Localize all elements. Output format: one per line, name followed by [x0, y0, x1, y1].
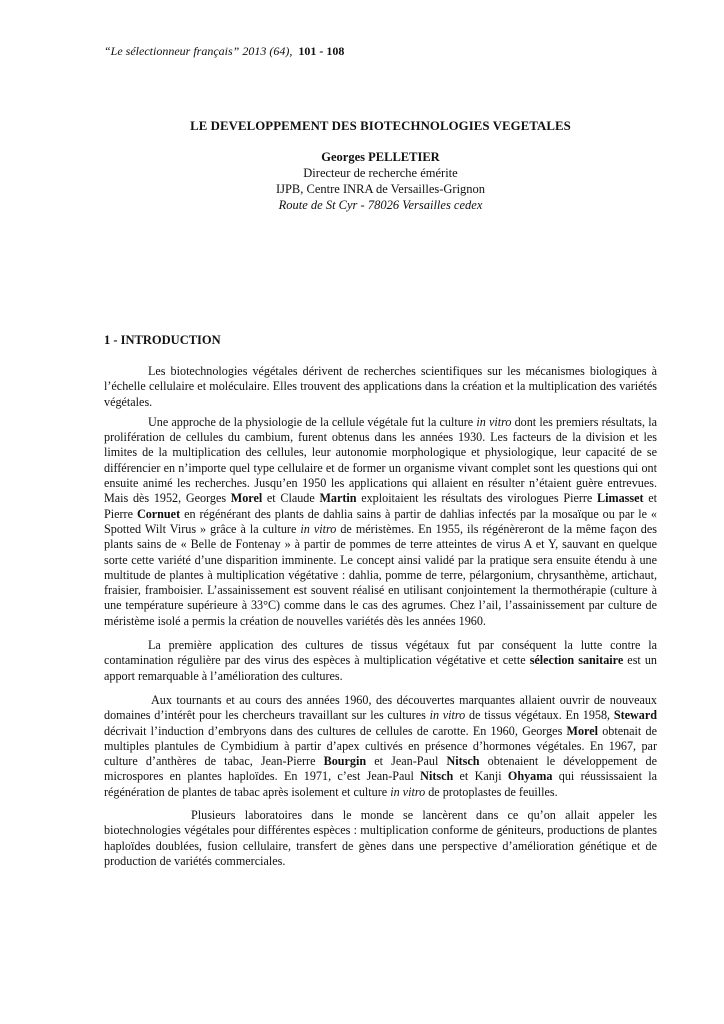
text-run: de tissus végétaux. En 1958,	[465, 708, 614, 723]
bold-name: Morel	[230, 491, 263, 506]
paragraph	[104, 364, 657, 410]
text-run: et Pierre	[104, 491, 658, 521]
text-run: obtenaient le développement de microspores en plantes haploïdes. En 1971, c’est Jean-Paul	[104, 754, 657, 784]
text-run: La première application des cultures de tissus végétaux fut par conséquent la lutte contre la contamination régulière par des virus des espèces à multiplication végétative et cette	[104, 638, 657, 668]
italic-term: in vitro	[429, 708, 466, 723]
body-text	[104, 364, 657, 869]
italic-term: in vitro	[476, 414, 512, 429]
text-run: est un apport remarquable à l’amélioration des cultures.	[104, 653, 657, 683]
text-run: en régénérant des plants de dahlia sains à partir de dahlias infectés par la mosaïque ou par le « Spotted Wilt Virus » grâce à la culture	[104, 506, 658, 536]
paragraph	[104, 638, 657, 684]
journal-reference	[104, 44, 344, 58]
text-run: et Claude	[262, 491, 320, 506]
bold-name: Morel	[566, 723, 598, 738]
bold-name: Martin	[319, 491, 357, 506]
title-block	[104, 119, 657, 213]
text-run: et Jean-Paul	[366, 754, 447, 769]
author-role: Directeur de recherche émérite	[303, 166, 458, 180]
bold-name: Nitsch	[420, 769, 454, 784]
text-run: Aux tournants et au cours des années 1960, des découvertes marquantes allaient ouvrir de nouveaux domaines d’intérêt pour les chercheurs travaillant sur les cultures	[104, 692, 657, 723]
text-run: Plusieurs laboratoires dans le monde se lancèrent dans ce qu’on allait appeler les biotechnologies végétales pour différentes espèces : multiplication conforme de géniteurs, productions de plantes haploïdes doublées, fusion cellulaire, transfert de gènes dans une perspective d’amélioration génétique et de production de variétés commerciales.	[104, 808, 657, 868]
paragraph	[104, 808, 657, 869]
bold-name: Steward	[613, 708, 657, 723]
journal-source: “Le sélectionneur français” 2013 (64),	[104, 44, 293, 58]
text-run: Les biotechnologies végétales dérivent de recherches scientifiques sur les mécanismes biologiques à l’échelle cellulaire et moléculaire. Elles trouvent des applications dans la création et la multiplication des variétés végétales.	[104, 364, 657, 409]
text-run: de protoplastes de feuilles.	[425, 784, 558, 799]
text-run: exploitaient les résultats des virologues Pierre	[356, 491, 598, 506]
bold-name: Cornuet	[136, 506, 181, 521]
text-run: dont les premiers résultats, la prolifération de cellules du cambium, furent obtenus dans les années 1930. Les facteurs de la division et les limites de la multiplication des cellules, leur autonomie morphologique et physiologique, leur capacité de se différencier en n’importe quel type cellulaire et de former un organisme vivant complet sont les questions qui ont ensuite animé les recherches. Jusqu’en 1950 les applications qui allaient en résulter n’étaient guère entrevues. Mais dès 1952, Georges	[104, 414, 657, 506]
bold-name: Limasset	[597, 491, 644, 506]
text-run: de méristèmes. En 1955, ils régénèreront de la même façon des plants sains de « Belle de Fontenay » à partir de pommes de terre atteintes de virus A et Y, sauvant en quelque sorte cette variété d’une disparition imminente. Le concept ainsi validé par la pratique sera ensuite étendu à une multitude de plantes à multiplication végétative : dahlia, pomme de terre, pélargonium, chrysanthème, artichaut, fraisier, framboisier. L’assainissement est souvent réalisé en utilisant conjointement la thermothérapie (culture à une température supérieure à 33°C) comme dans le cas des agrumes. Chez l’ail, l’assainissement par culture de méristème isolé a permis la création de nouvelles variétés dès les années 1960.	[104, 521, 657, 628]
text-run: Une approche de la physiologie de la cellule végétale fut la culture	[148, 414, 477, 429]
section-heading: 1 - INTRODUCTION	[104, 333, 221, 347]
text-run: décrivait l’induction d’embryons dans des cultures de cellules de carotte. En 1960, Georges	[104, 723, 567, 738]
bold-name: sélection sanitaire	[529, 653, 624, 668]
italic-term: in vitro	[390, 784, 426, 799]
author-name: Georges PELLETIER	[321, 150, 440, 164]
text-run: et Kanji	[453, 769, 508, 784]
author-address: Route de St Cyr - 78026 Versailles cedex	[278, 198, 483, 212]
italic-term: in vitro	[300, 521, 337, 536]
bold-name: Nitsch	[446, 754, 480, 769]
paragraph	[104, 415, 657, 629]
bold-name: Ohyama	[507, 769, 553, 784]
text-run: obtenait de multiples plantules de Cymbidium à partir d’apex cultivés en présence d’hormones végétales. En 1967, par culture d’anthères de tabac, Jean-Pierre	[104, 723, 657, 769]
bold-name: Bourgin	[323, 754, 367, 769]
paper-title: LE DEVELOPPEMENT DES BIOTECHNOLOGIES VEGETALES	[190, 119, 571, 133]
paragraph	[104, 693, 657, 800]
text-run: qui réussissaient la régénération de plantes de tabac après isolement et culture	[104, 769, 658, 799]
journal-pages: 101 - 108	[298, 44, 345, 58]
author-institution: IJPB, Centre INRA de Versailles-Grignon	[275, 182, 486, 196]
